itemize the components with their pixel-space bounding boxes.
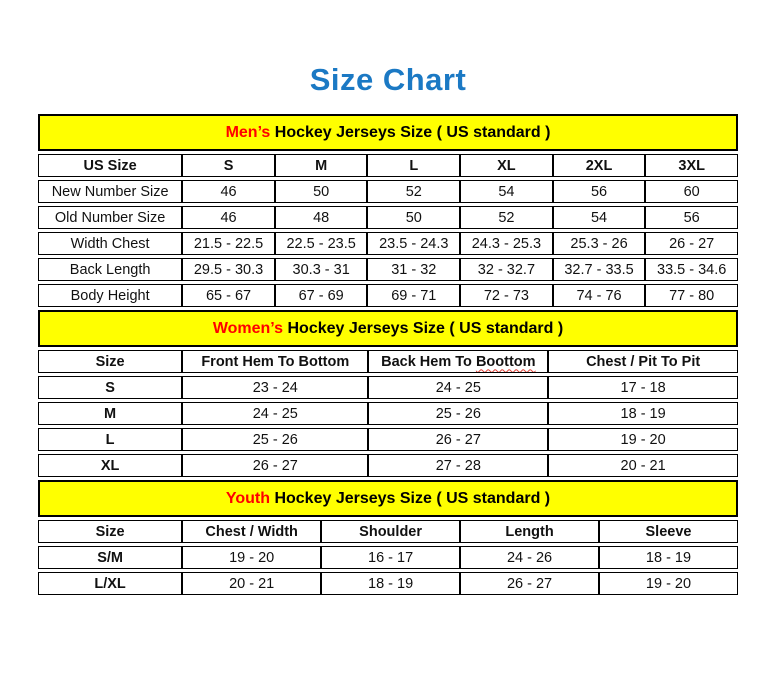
womens-header-row bbox=[38, 350, 738, 373]
size-value-cell: 26 - 27 bbox=[645, 232, 738, 255]
row-label-cell: L/XL bbox=[38, 572, 182, 595]
size-value-cell: 52 bbox=[367, 180, 460, 203]
youth-table-row bbox=[38, 572, 738, 595]
column-header: US Size bbox=[38, 154, 182, 177]
mens-table-row bbox=[38, 258, 738, 281]
row-label-cell: Back Length bbox=[38, 258, 182, 281]
size-value-cell: 18 - 19 bbox=[321, 572, 460, 595]
size-value-cell: 19 - 20 bbox=[182, 546, 321, 569]
womens-table-row bbox=[38, 402, 738, 425]
size-value-cell: 77 - 80 bbox=[645, 284, 738, 307]
size-value-cell: 25.3 - 26 bbox=[553, 232, 646, 255]
size-value-cell: 60 bbox=[645, 180, 738, 203]
size-value-cell: 18 - 19 bbox=[599, 546, 738, 569]
size-value-cell: 25 - 26 bbox=[182, 428, 368, 451]
size-value-cell: 27 - 28 bbox=[368, 454, 548, 477]
mens-section-header bbox=[38, 114, 738, 151]
size-value-cell: 74 - 76 bbox=[553, 284, 646, 307]
size-value-cell: 26 - 27 bbox=[368, 428, 548, 451]
row-label-cell: M bbox=[38, 402, 182, 425]
column-header: S bbox=[182, 154, 275, 177]
size-value-cell: 56 bbox=[553, 180, 646, 203]
size-value-cell: 26 - 27 bbox=[182, 454, 368, 477]
size-value-cell: 69 - 71 bbox=[367, 284, 460, 307]
womens-table-row bbox=[38, 376, 738, 399]
size-value-cell: 19 - 20 bbox=[548, 428, 738, 451]
size-value-cell: 20 - 21 bbox=[182, 572, 321, 595]
youth-header-row bbox=[38, 520, 738, 543]
size-value-cell: 24 - 25 bbox=[182, 402, 368, 425]
size-value-cell: 25 - 26 bbox=[368, 402, 548, 425]
size-value-cell: 22.5 - 23.5 bbox=[275, 232, 368, 255]
size-value-cell: 30.3 - 31 bbox=[275, 258, 368, 281]
page-title: Size Chart bbox=[309, 62, 467, 97]
size-value-cell: 46 bbox=[182, 180, 275, 203]
youth-size-table bbox=[38, 517, 738, 598]
size-value-cell: 46 bbox=[182, 206, 275, 229]
size-value-cell: 33.5 - 34.6 bbox=[645, 258, 738, 281]
size-chart-tables bbox=[38, 114, 738, 598]
row-label-cell: Body Height bbox=[38, 284, 182, 307]
size-value-cell: 23 - 24 bbox=[182, 376, 368, 399]
column-header: XL bbox=[460, 154, 553, 177]
row-label-cell: New Number Size bbox=[38, 180, 182, 203]
row-label-cell: Old Number Size bbox=[38, 206, 182, 229]
row-label-cell: Width Chest bbox=[38, 232, 182, 255]
column-header: Front Hem To Bottom bbox=[182, 350, 368, 373]
size-value-cell: 65 - 67 bbox=[182, 284, 275, 307]
size-value-cell: 20 - 21 bbox=[548, 454, 738, 477]
size-value-cell: 18 - 19 bbox=[548, 402, 738, 425]
size-value-cell: 16 - 17 bbox=[321, 546, 460, 569]
size-value-cell: 26 - 27 bbox=[460, 572, 599, 595]
mens-size-table bbox=[38, 151, 738, 310]
column-header: 3XL bbox=[645, 154, 738, 177]
size-value-cell: 19 - 20 bbox=[599, 572, 738, 595]
size-value-cell: 24 - 26 bbox=[460, 546, 599, 569]
womens-section-header bbox=[38, 310, 738, 347]
column-header: Shoulder bbox=[321, 520, 460, 543]
mens-table-row bbox=[38, 232, 738, 255]
size-value-cell: 24 - 25 bbox=[368, 376, 548, 399]
youth-heading-highlight: Youth bbox=[225, 489, 270, 507]
womens-table-row bbox=[38, 428, 738, 451]
mens-heading-text: Hockey Jerseys Size ( US standard ) bbox=[270, 123, 551, 141]
size-value-cell: 50 bbox=[367, 206, 460, 229]
column-header: Sleeve bbox=[599, 520, 738, 543]
size-value-cell: 72 - 73 bbox=[460, 284, 553, 307]
size-value-cell: 50 bbox=[275, 180, 368, 203]
size-value-cell: 31 - 32 bbox=[367, 258, 460, 281]
size-value-cell: 29.5 - 30.3 bbox=[182, 258, 275, 281]
row-label-cell: S bbox=[38, 376, 182, 399]
column-header: Size bbox=[38, 520, 182, 543]
misspelled-word: Boottom bbox=[475, 353, 536, 370]
womens-heading-text: Hockey Jerseys Size ( US standard ) bbox=[283, 319, 564, 337]
size-value-cell: 24.3 - 25.3 bbox=[460, 232, 553, 255]
size-value-cell: 52 bbox=[460, 206, 553, 229]
size-value-cell: 56 bbox=[645, 206, 738, 229]
column-header: L bbox=[367, 154, 460, 177]
womens-heading-highlight: Women’s bbox=[212, 319, 284, 337]
column-header: Chest / Width bbox=[182, 520, 321, 543]
mens-heading-highlight: Men’s bbox=[225, 123, 271, 141]
size-value-cell: 21.5 - 22.5 bbox=[182, 232, 275, 255]
mens-table-row bbox=[38, 284, 738, 307]
womens-size-table bbox=[38, 347, 738, 480]
youth-section-header bbox=[38, 480, 738, 517]
row-label-cell: L bbox=[38, 428, 182, 451]
size-value-cell: 32 - 32.7 bbox=[460, 258, 553, 281]
youth-heading-text: Hockey Jerseys Size ( US standard ) bbox=[270, 489, 551, 507]
size-value-cell: 67 - 69 bbox=[275, 284, 368, 307]
mens-table-row bbox=[38, 180, 738, 203]
size-value-cell: 54 bbox=[460, 180, 553, 203]
size-value-cell: 23.5 - 24.3 bbox=[367, 232, 460, 255]
column-header: Chest / Pit To Pit bbox=[548, 350, 738, 373]
mens-table-row bbox=[38, 206, 738, 229]
column-header: Size bbox=[38, 350, 182, 373]
row-label-cell: XL bbox=[38, 454, 182, 477]
womens-table-row bbox=[38, 454, 738, 477]
size-value-cell: 17 - 18 bbox=[548, 376, 738, 399]
size-value-cell: 32.7 - 33.5 bbox=[553, 258, 646, 281]
youth-table-row bbox=[38, 546, 738, 569]
column-header: M bbox=[275, 154, 368, 177]
column-header: 2XL bbox=[553, 154, 646, 177]
mens-header-row bbox=[38, 154, 738, 177]
row-label-cell: S/M bbox=[38, 546, 182, 569]
size-value-cell: 48 bbox=[275, 206, 368, 229]
size-value-cell: 54 bbox=[553, 206, 646, 229]
column-header: Back Hem To Boottom bbox=[368, 350, 548, 373]
column-header: Length bbox=[460, 520, 599, 543]
